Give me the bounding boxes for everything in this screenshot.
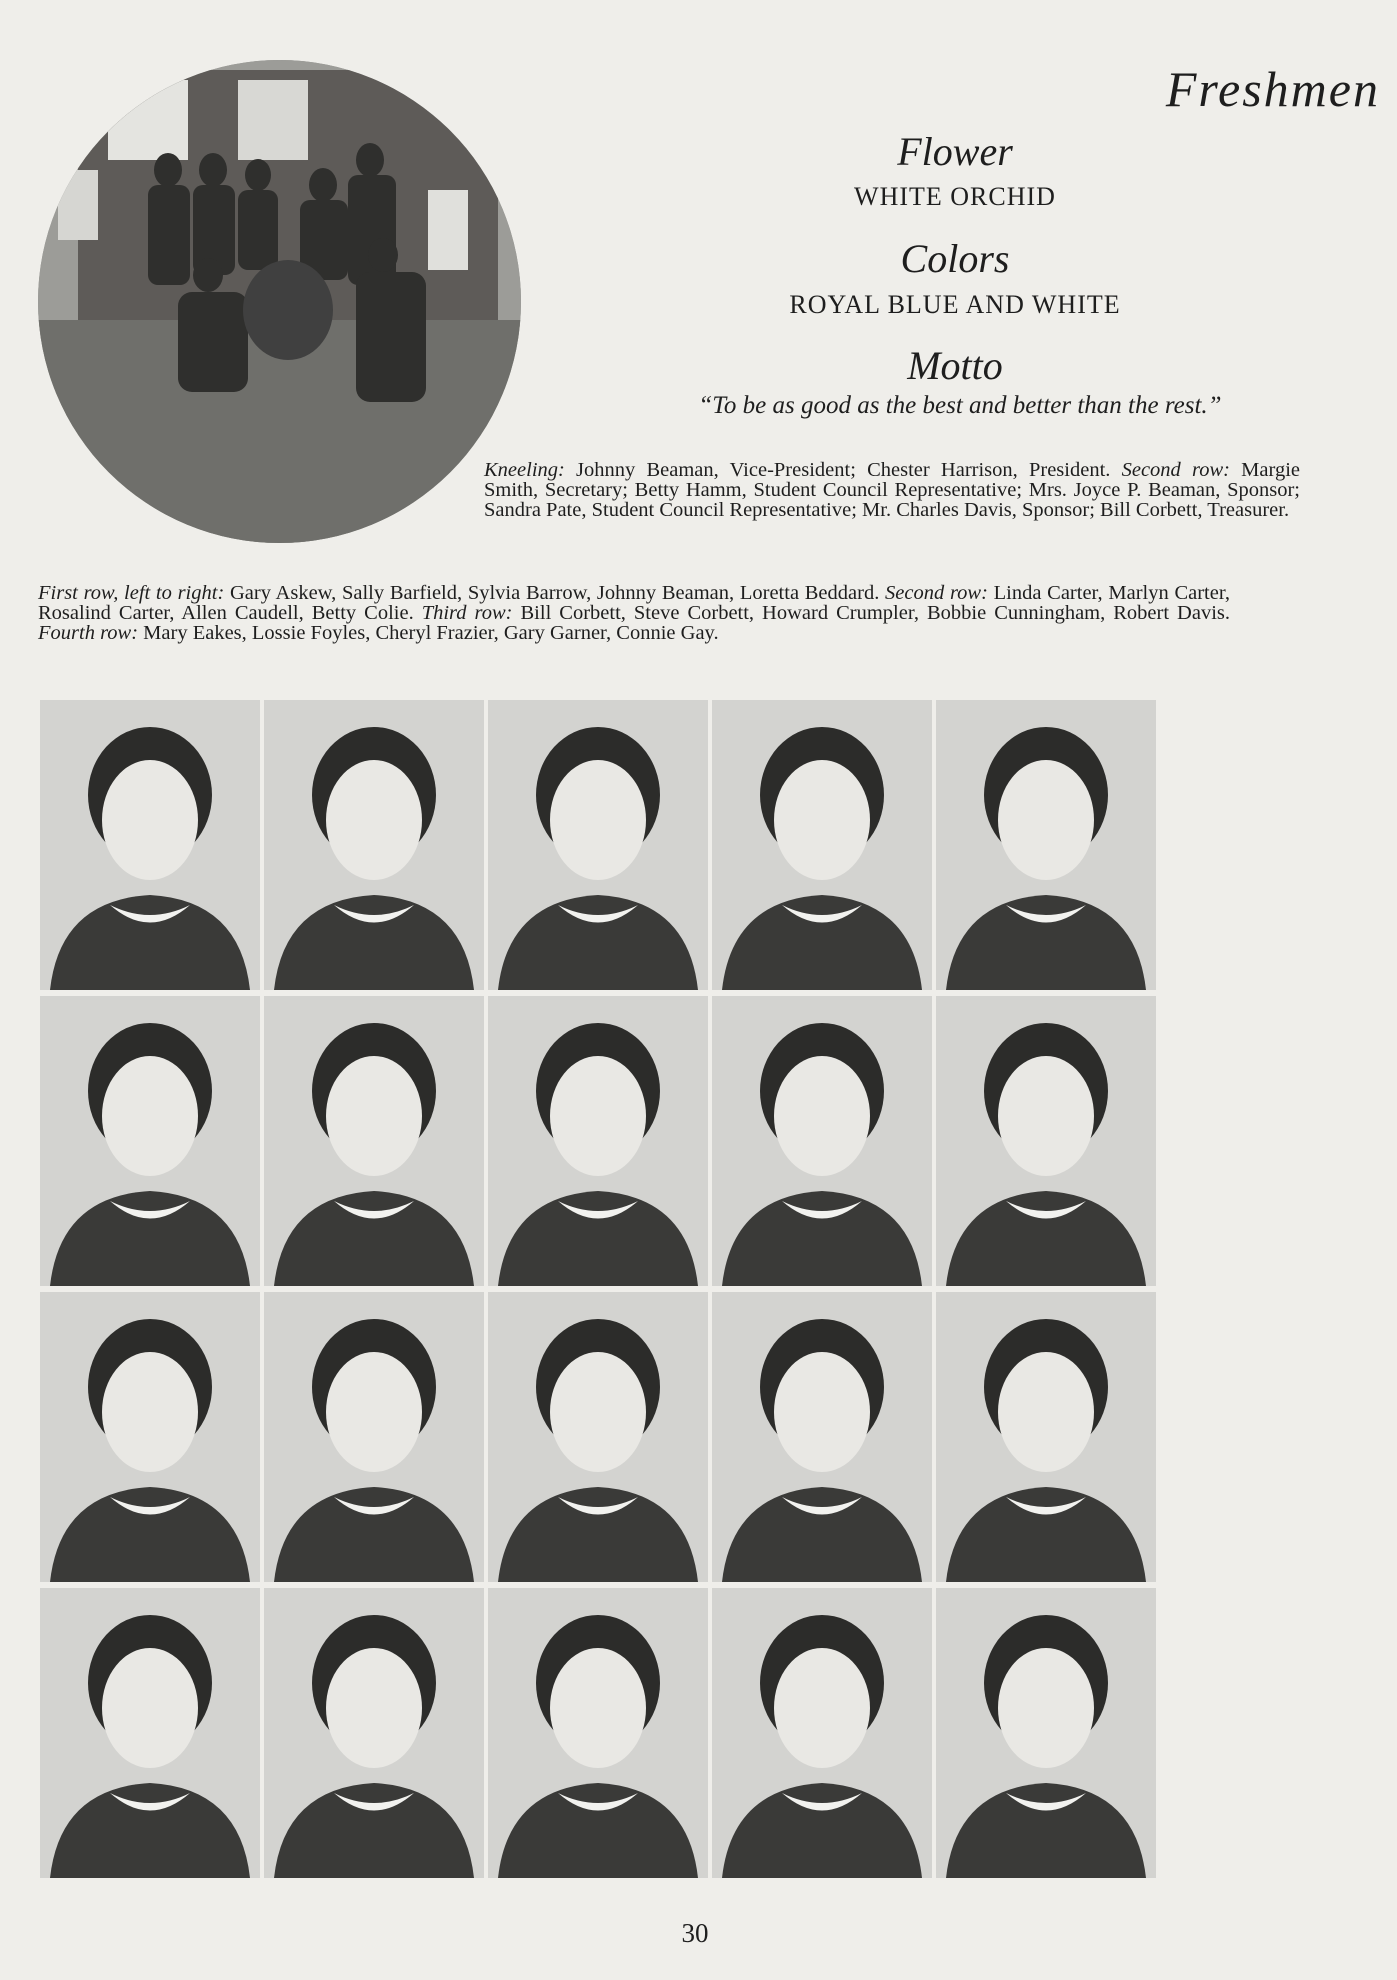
row3-label: Third row:	[421, 602, 513, 624]
caption-second-row-names: Margie Smith, Secretary; Betty Hamm, Student Council Representative; Mrs. Joyce P. Beaman, Sponsor; Sandra Pate, Student Council Representative; Mr. Charles Davis, Sponsor; Bill Corbett, Treasurer.	[484, 459, 1300, 521]
motto-text: “To be as good as the best and better than the rest.”	[698, 392, 1222, 419]
caption-kneeling-label: Kneeling:	[484, 459, 565, 481]
student-portrait	[712, 1588, 932, 1878]
student-portrait	[712, 996, 932, 1286]
page-number: 30	[681, 1918, 709, 1948]
student-portrait	[40, 1588, 260, 1878]
student-portrait	[488, 1292, 708, 1582]
caption-kneeling-names: Johnny Beaman, Vice-President; Chester Harrison, President.	[564, 459, 1122, 481]
student-portrait	[936, 1588, 1156, 1878]
student-portrait	[936, 1292, 1156, 1582]
class-roster-caption	[38, 583, 1230, 643]
row4-names: Mary Eakes, Lossie Foyles, Cheryl Frazier, Gary Garner, Connie Gay.	[138, 622, 719, 644]
row4-label: Fourth row:	[38, 622, 139, 644]
student-portrait	[712, 700, 932, 990]
student-portrait	[40, 700, 260, 990]
student-portrait	[488, 700, 708, 990]
colors-heading: Colors	[900, 236, 1010, 281]
motto-heading: Motto	[907, 343, 1003, 388]
flower-value: WHITE ORCHID	[854, 182, 1056, 211]
student-portrait	[264, 1292, 484, 1582]
row1-label: First row, left to right:	[38, 582, 225, 604]
officers-caption	[484, 460, 1300, 520]
flower-heading: Flower	[897, 129, 1013, 174]
student-portrait	[40, 1292, 260, 1582]
officers-group-photo	[38, 60, 521, 543]
row3-names: Bill Corbett, Steve Corbett, Howard Crumpler, Bobbie Cunningham, Robert Davis.	[512, 602, 1230, 624]
student-portrait	[40, 996, 260, 1286]
student-portrait	[488, 1588, 708, 1878]
row1-names: Gary Askew, Sally Barfield, Sylvia Barrow, Johnny Beaman, Loretta Beddard.	[224, 582, 886, 604]
student-portrait	[264, 996, 484, 1286]
row2-names: Linda Carter, Marlyn Carter, Rosalind Carter, Allen Caudell, Betty Colie.	[38, 582, 1230, 624]
colors-value: ROYAL BLUE AND WHITE	[789, 290, 1121, 319]
caption-second-row-label: Second row:	[1121, 459, 1230, 481]
student-portrait	[488, 996, 708, 1286]
student-portrait	[264, 1588, 484, 1878]
student-portrait	[936, 996, 1156, 1286]
page-title: Freshmen	[1165, 61, 1380, 117]
student-portrait	[712, 1292, 932, 1582]
row2-label: Second row:	[885, 582, 988, 604]
student-portrait	[936, 700, 1156, 990]
student-portrait	[264, 700, 484, 990]
